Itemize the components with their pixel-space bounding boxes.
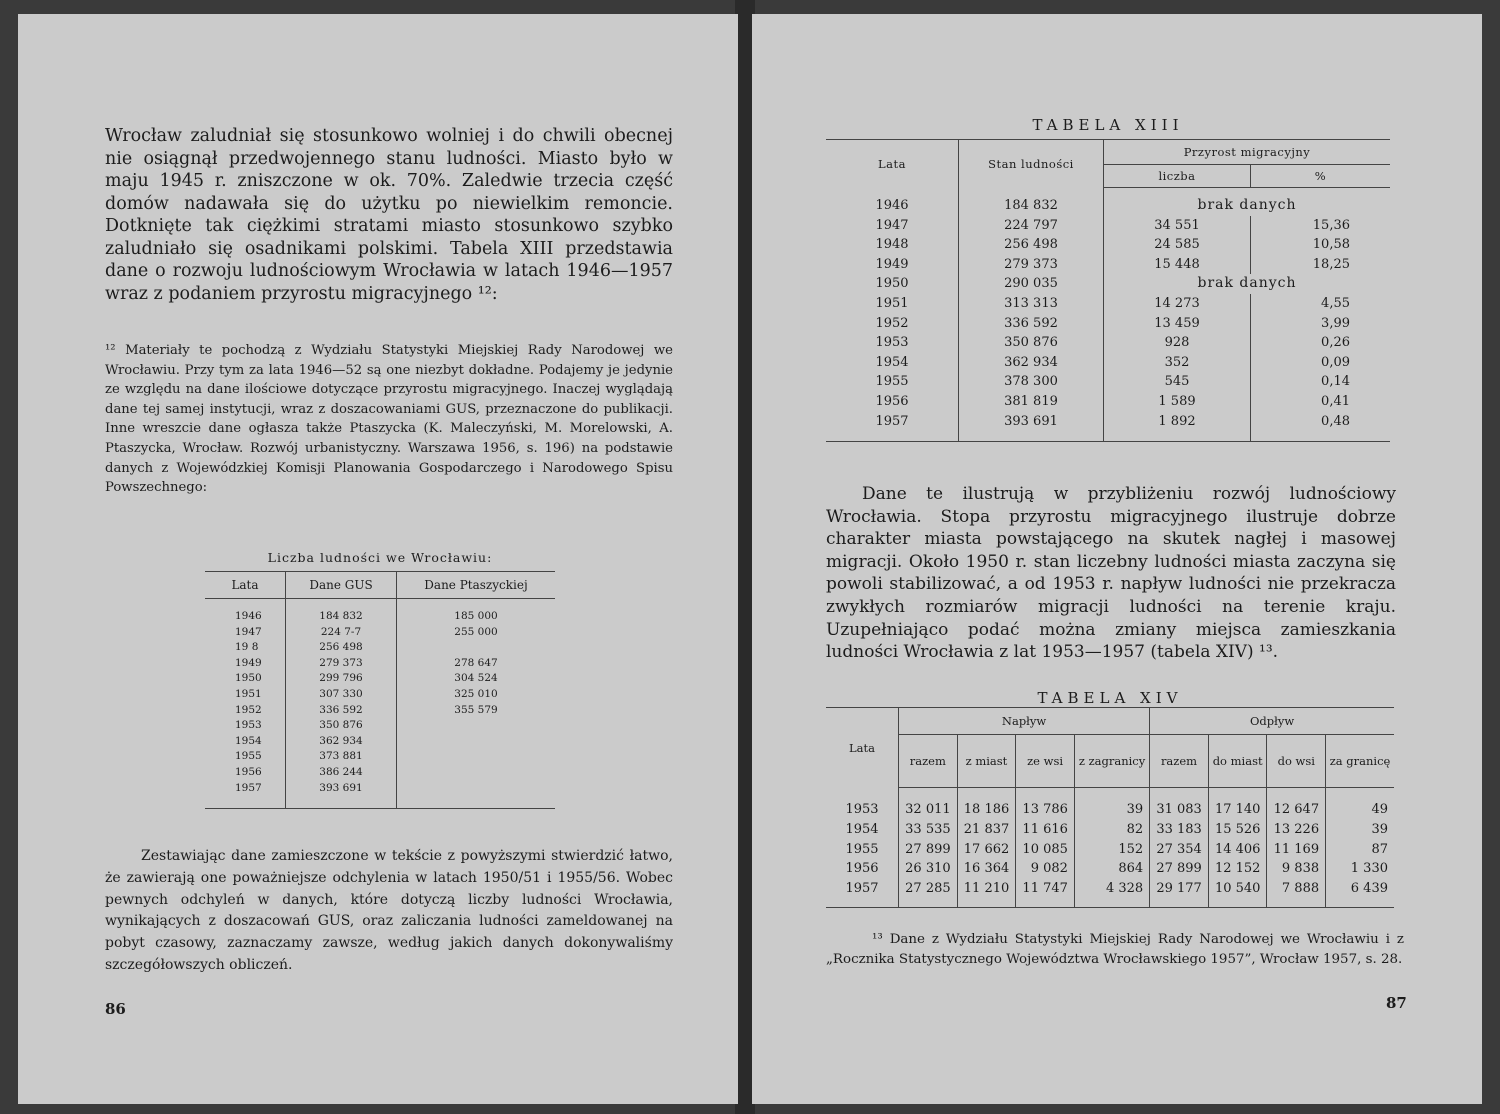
footnote-13: ¹³ Dane z Wydziału Statystyki Miejskiej Rady Narodowej we Wrocławiu i z „Rocznika Statystycznego Województwa Wrocławskiego 1957”, Wrocław 1957, s. 28. <box>826 932 1404 967</box>
t14-header-lata: Lata <box>826 708 899 788</box>
value-cell: 17 662 <box>957 840 1016 860</box>
year-cell: 1950 <box>875 276 909 292</box>
table-row <box>205 687 555 703</box>
value-cell: 32 011 <box>899 788 958 820</box>
population-cell: 350 876 <box>959 333 1104 353</box>
population-cell: 279 373 <box>959 255 1104 275</box>
year-cell: 1946 <box>235 610 262 622</box>
table-row <box>205 749 555 765</box>
ptaszycka-cell <box>397 718 556 734</box>
table-row <box>826 859 1394 879</box>
table-row <box>205 734 555 750</box>
value-cell: 18 186 <box>957 788 1016 820</box>
migration-count-cell: 1 589 <box>1104 392 1251 412</box>
population-cell: 313 313 <box>959 294 1104 314</box>
population-cell: 362 934 <box>959 353 1104 373</box>
value-cell: 11 747 <box>1016 879 1075 907</box>
migration-count-cell: 15 448 <box>1104 255 1251 275</box>
table-row <box>826 188 1390 216</box>
table-14-caption: TABELA XIV <box>1037 689 1183 707</box>
gus-cell: 184 832 <box>286 599 397 625</box>
ptaszycka-cell: 278 647 <box>397 656 556 672</box>
value-cell: 10 540 <box>1208 879 1267 907</box>
no-data-cell: brak danych <box>1104 274 1391 294</box>
ptaszycka-cell: 185 000 <box>397 599 556 625</box>
migration-count-cell: 34 551 <box>1104 216 1251 236</box>
value-cell: 6 439 <box>1326 879 1394 907</box>
year-cell: 1949 <box>875 256 909 272</box>
ptaszycka-cell: 304 524 <box>397 671 556 687</box>
migration-count-cell: 24 585 <box>1104 235 1251 255</box>
population-cell: 184 832 <box>959 188 1104 216</box>
year-cell: 1946 <box>875 197 909 213</box>
page-number-right: 87 <box>1386 994 1407 1012</box>
year-cell: 1948 <box>875 237 909 253</box>
value-cell: 14 406 <box>1208 840 1267 860</box>
year-cell: 1956 <box>875 393 909 409</box>
value-cell: 152 <box>1074 840 1149 860</box>
population-cell: 224 797 <box>959 216 1104 236</box>
table-row <box>826 333 1390 353</box>
table-row <box>826 392 1390 412</box>
migration-percent-cell: 15,36 <box>1251 216 1391 236</box>
value-cell: 16 364 <box>957 859 1016 879</box>
t14-subheader-z-zagranicy: z zagranicy <box>1074 735 1149 788</box>
migration-percent-cell: 18,25 <box>1251 255 1391 275</box>
gus-cell: 373 881 <box>286 749 397 765</box>
ptaszycka-cell <box>397 765 556 781</box>
ptaszycka-cell: 325 010 <box>397 687 556 703</box>
population-comparison-table <box>205 571 555 809</box>
table-row <box>205 765 555 781</box>
table-row <box>826 412 1390 442</box>
table-row <box>826 840 1394 860</box>
year-cell: 1956 <box>845 861 879 877</box>
year-cell: 1952 <box>875 315 909 331</box>
table-row <box>826 820 1394 840</box>
table-row <box>205 599 555 625</box>
year-cell: 1955 <box>845 841 879 857</box>
year-cell: 1955 <box>875 374 909 390</box>
table-row <box>826 274 1390 294</box>
value-cell: 17 140 <box>1208 788 1267 820</box>
no-data-cell: brak danych <box>1104 188 1391 216</box>
table-13 <box>826 139 1390 442</box>
t13-header-proc: % <box>1251 165 1391 188</box>
population-cell: 393 691 <box>959 412 1104 442</box>
value-cell: 27 285 <box>899 879 958 907</box>
year-cell: 1955 <box>235 750 262 763</box>
value-cell: 33 535 <box>899 820 958 840</box>
t14-header-naplyw: Napływ <box>899 708 1150 735</box>
page-number-left: 86 <box>105 1000 126 1018</box>
year-cell: 1954 <box>235 734 262 747</box>
t14-subheader-z-miast: z miast <box>957 735 1016 788</box>
footnote-12: ¹² Materiały te pochodzą z Wydziału Statystyki Miejskiej Rady Narodowej we Wrocławiu. Przy tym za lata 1946—52 są one niezbyt dokładne. Podajemy je jedynie ze względu na dane ilościowe dotyczące przyrostu migracyjnego. Inaczej wyglądają dane tej samej instytucji, wraz z doszacowaniami GUS, przeznaczone do publikacji. Inne wreszcie dane ogłasza także Ptaszycka (K. Maleczyński, M. Morelowski, A. Ptaszycka, Wrocław. Rozwój urbanistyczny. Warszawa 1956, s. 196) na podstawie danych z Wojewódzkiej Komisji Planowania Gospodarczego i Narodowego Spisu Powszechnego: <box>105 343 673 496</box>
population-cell: 290 035 <box>959 274 1104 294</box>
value-cell: 82 <box>1074 820 1149 840</box>
table-row <box>205 703 555 719</box>
population-cell: 378 300 <box>959 372 1104 392</box>
value-cell: 864 <box>1074 859 1149 879</box>
year-cell: 1953 <box>845 801 879 817</box>
value-cell: 11 210 <box>957 879 1016 907</box>
table-row <box>826 879 1394 907</box>
table-row <box>826 353 1390 373</box>
t14-subheader-ze-wsi: ze wsi <box>1016 735 1075 788</box>
value-cell: 31 083 <box>1150 788 1209 820</box>
year-cell: 1953 <box>875 335 909 351</box>
table-row <box>205 718 555 734</box>
col-header-dane-ptaszyckiej: Dane Ptaszyckiej <box>397 572 556 599</box>
migration-count-cell: 1 892 <box>1104 412 1251 442</box>
value-cell: 49 <box>1326 788 1394 820</box>
migration-count-cell: 928 <box>1104 333 1251 353</box>
table-14 <box>826 707 1394 908</box>
gus-cell: 386 244 <box>286 765 397 781</box>
value-cell: 33 183 <box>1150 820 1209 840</box>
ptaszycka-cell <box>397 749 556 765</box>
table-row <box>826 216 1390 236</box>
gus-cell: 350 876 <box>286 718 397 734</box>
year-cell: 1954 <box>875 354 909 370</box>
value-cell: 21 837 <box>957 820 1016 840</box>
year-cell: 1957 <box>205 781 286 809</box>
migration-percent-cell: 0,14 <box>1251 372 1391 392</box>
left-paragraph: Wrocław zaludniał się stosunkowo wolniej i do chwili obecnej nie osiągnął przedwojennego stanu ludności. Miasto było w maju 1945 r. zniszczone w ok. 70%. Zaledwie trzecia część domów nadawała się do użytku po niewielkim remoncie. Dotknięte tak ciężkimi stratami miasto stosunkowo szybko zaludniało się osadnikami polskimi. Tabela XIII przedstawia dane o rozwoju ludnościowym Wrocławia w latach 1946—1957 wraz z podaniem przyrostu migracyjnego ¹²: <box>105 126 673 304</box>
value-cell: 26 310 <box>899 859 958 879</box>
value-cell: 7 888 <box>1267 879 1326 907</box>
migration-count-cell: 545 <box>1104 372 1251 392</box>
migration-percent-cell: 3,99 <box>1251 314 1391 334</box>
year-cell: 1949 <box>235 656 262 669</box>
table-row <box>826 372 1390 392</box>
year-cell: 1956 <box>235 765 262 778</box>
year-cell: 1951 <box>235 687 262 700</box>
right-main-text: Dane te ilustrują w przybliżeniu rozwój ludnościowy Wrocławia. Stopa przyrostu migracyjnego ilustruje dobrze charakter miasta powstającego na skutek nagłej i masowej migracji. Około 1950 r. stan liczebny ludności miasta zaczyna się powoli stabilizować, a od 1953 r. napływ ludności nie przekracza zwykłych rozmiarów migracji ludności na terenie kraju. Uzupełniająco podać można zmiany miejsca zamieszkania ludności Wrocławia z lat 1953—1957 (tabela XIV) ¹³. <box>826 484 1396 663</box>
t14-header-odplyw: Odpływ <box>1150 708 1394 735</box>
value-cell: 39 <box>1074 788 1149 820</box>
year-cell: 19 8 <box>235 641 259 654</box>
gus-cell: 256 498 <box>286 640 397 656</box>
migration-count-cell: 352 <box>1104 353 1251 373</box>
migration-percent-cell: 4,55 <box>1251 294 1391 314</box>
gus-cell: 336 592 <box>286 703 397 719</box>
population-cell: 336 592 <box>959 314 1104 334</box>
year-cell: 1947 <box>875 217 909 233</box>
col-header-lata: Lata <box>205 572 286 599</box>
value-cell: 11 169 <box>1267 840 1326 860</box>
value-cell: 27 899 <box>1150 859 1209 879</box>
population-cell: 256 498 <box>959 235 1104 255</box>
year-cell: 1951 <box>875 295 909 311</box>
table-row <box>205 671 555 687</box>
table-13-caption: TABELA XIII <box>1032 116 1184 134</box>
t14-subheader-odplyw-razem: razem <box>1150 735 1209 788</box>
ptaszycka-cell <box>397 734 556 750</box>
left-main-text <box>105 125 673 305</box>
left-closing-text: Zestawiając dane zamieszczone w tekście z powyższymi stwierdzić łatwo, że zawierają one poważniejsze odchylenia w latach 1950/51 i 1955/56. Wobec pewnych odchyleń w danych, które dotyczą liczby ludności Wrocławia, wynikających z doszacowań GUS, oraz zaliczania ludności zameldowanej na pobyt czasowy, zaznaczamy zawsze, według jakich danych dokonywaliśmy szczegółowszych obliczeń. <box>105 848 673 973</box>
table-row <box>826 255 1390 275</box>
table-row <box>826 314 1390 334</box>
year-cell: 1954 <box>845 821 879 837</box>
table-row <box>826 235 1390 255</box>
t13-header-przyrost: Przyrost migracyjny <box>1104 140 1391 165</box>
year-cell: 1953 <box>235 719 262 732</box>
year-cell: 1947 <box>235 625 262 638</box>
value-cell: 12 152 <box>1208 859 1267 879</box>
value-cell: 4 328 <box>1074 879 1149 907</box>
value-cell: 9 838 <box>1267 859 1326 879</box>
value-cell: 15 526 <box>1208 820 1267 840</box>
migration-percent-cell: 0,09 <box>1251 353 1391 373</box>
ptaszycka-cell: 355 579 <box>397 703 556 719</box>
t13-header-stan: Stan ludności <box>959 140 1104 188</box>
value-cell: 27 899 <box>899 840 958 860</box>
value-cell: 87 <box>1326 840 1394 860</box>
ptaszycka-cell <box>397 640 556 656</box>
value-cell: 27 354 <box>1150 840 1209 860</box>
small-table-caption: Liczba ludności we Wrocławiu: <box>267 550 493 565</box>
migration-percent-cell: 0,41 <box>1251 392 1391 412</box>
gus-cell: 224 7-7 <box>286 625 397 641</box>
t14-subheader-do-wsi: do wsi <box>1267 735 1326 788</box>
gus-cell: 362 934 <box>286 734 397 750</box>
year-cell: 1957 <box>826 879 899 907</box>
value-cell: 13 226 <box>1267 820 1326 840</box>
gus-cell: 299 796 <box>286 671 397 687</box>
t14-subheader-naplyw-razem: razem <box>899 735 958 788</box>
value-cell: 9 082 <box>1016 859 1075 879</box>
value-cell: 1 330 <box>1326 859 1394 879</box>
migration-percent-cell: 10,58 <box>1251 235 1391 255</box>
value-cell: 39 <box>1326 820 1394 840</box>
population-cell: 381 819 <box>959 392 1104 412</box>
ptaszycka-cell: 255 000 <box>397 625 556 641</box>
migration-count-cell: 14 273 <box>1104 294 1251 314</box>
value-cell: 13 786 <box>1016 788 1075 820</box>
gus-cell: 393 691 <box>286 781 397 809</box>
value-cell: 11 616 <box>1016 820 1075 840</box>
year-cell: 1957 <box>826 412 959 442</box>
table-row <box>826 788 1394 820</box>
t14-subheader-do-miast: do miast <box>1208 735 1267 788</box>
year-cell: 1950 <box>235 672 262 685</box>
year-cell: 1952 <box>235 703 262 716</box>
gus-cell: 279 373 <box>286 656 397 672</box>
value-cell: 10 085 <box>1016 840 1075 860</box>
gus-cell: 307 330 <box>286 687 397 703</box>
ptaszycka-cell <box>397 781 556 809</box>
migration-percent-cell: 0,26 <box>1251 333 1391 353</box>
t13-header-liczba: liczba <box>1104 165 1251 188</box>
t13-header-lata: Lata <box>826 140 959 188</box>
table-row <box>205 640 555 656</box>
migration-percent-cell: 0,48 <box>1251 412 1391 442</box>
value-cell: 29 177 <box>1150 879 1209 907</box>
table-row <box>205 781 555 809</box>
migration-count-cell: 13 459 <box>1104 314 1251 334</box>
table-row <box>826 294 1390 314</box>
t14-subheader-za-granice: za granicę <box>1326 735 1394 788</box>
table-row <box>205 656 555 672</box>
col-header-dane-gus: Dane GUS <box>286 572 397 599</box>
table-row <box>205 625 555 641</box>
value-cell: 12 647 <box>1267 788 1326 820</box>
